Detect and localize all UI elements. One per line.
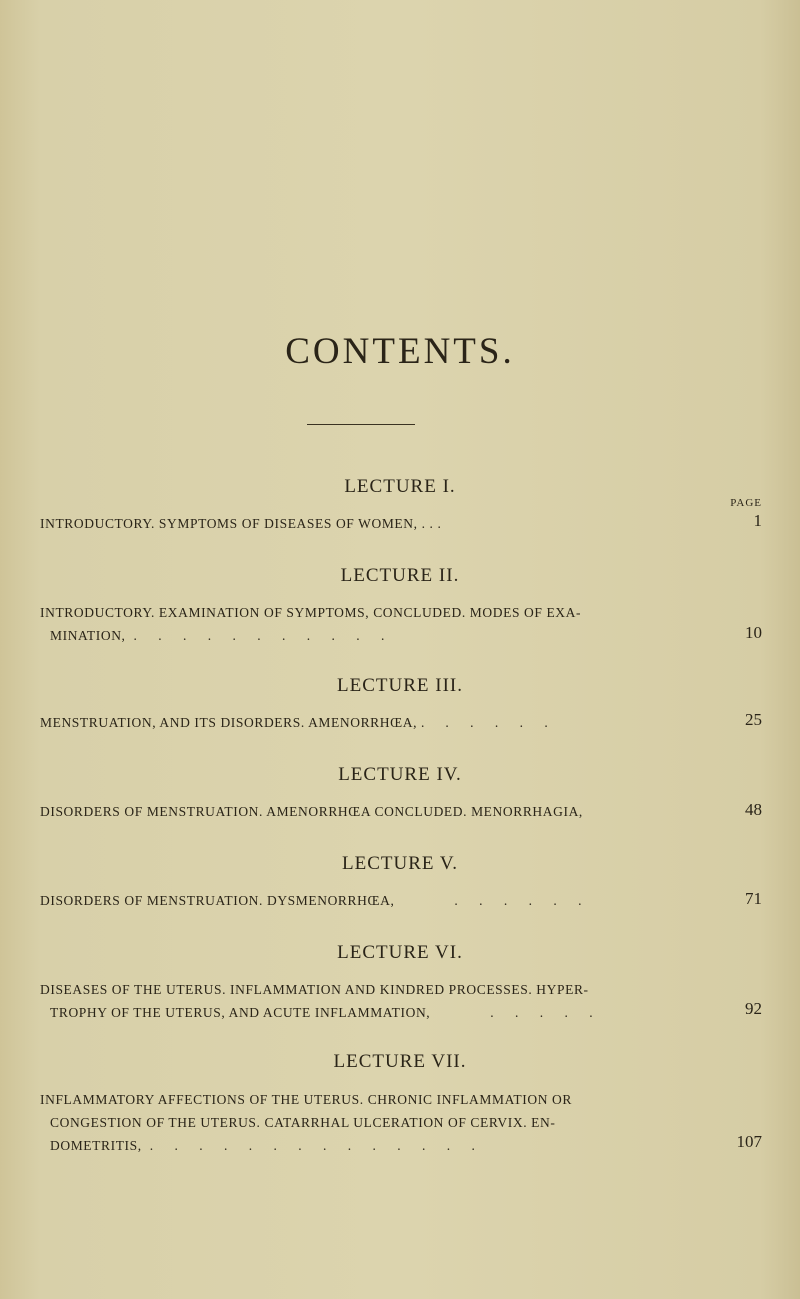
toc-entry bbox=[40, 1088, 740, 1157]
toc-entry bbox=[40, 711, 740, 734]
entry-line bbox=[40, 624, 740, 647]
entry-line-text: TROPHY OF THE UTERUS, AND ACUTE INFLAMMATION, bbox=[50, 1005, 431, 1020]
leader-dots: . . . . . . . . . . . . . . bbox=[149, 1138, 484, 1153]
entry-line bbox=[40, 1001, 740, 1024]
leader-dots: . . . . . bbox=[433, 715, 557, 730]
entry-line: DISORDERS OF MENSTRUATION. AMENORRHŒA CONCLUDED. MENORRHAGIA, bbox=[40, 804, 583, 819]
entry-line-text: MINATION, bbox=[50, 628, 126, 643]
entry-line-text: DOMETRITIS, bbox=[50, 1138, 142, 1153]
lecture-heading: LECTURE V. bbox=[342, 853, 458, 874]
toc-entry bbox=[40, 889, 740, 912]
toc-entry bbox=[40, 512, 740, 535]
entry-line: DISEASES OF THE UTERUS. INFLAMMATION AND KINDRED PROCESSES. HYPER- bbox=[40, 982, 589, 997]
page-number: 25 bbox=[745, 710, 762, 729]
lecture-heading: LECTURE VI. bbox=[337, 942, 463, 963]
leader-dots: . . . . . . . . . . . bbox=[133, 628, 394, 643]
entry-line: INTRODUCTORY. EXAMINATION OF SYMPTOMS, CONCLUDED. MODES OF EXA- bbox=[40, 605, 582, 620]
entry-line: INTRODUCTORY. SYMPTOMS OF DISEASES OF WOMEN, . . . bbox=[40, 516, 442, 531]
entry-line: CONGESTION OF THE UTERUS. CATARRHAL ULCERATION OF CERVIX. EN- bbox=[50, 1115, 556, 1130]
toc-entry bbox=[40, 800, 740, 823]
entry-line bbox=[40, 1134, 740, 1157]
page-number: 107 bbox=[736, 1132, 762, 1151]
entry-line: INFLAMMATORY AFFECTIONS OF THE UTERUS. CHRONIC INFLAMMATION OR bbox=[40, 1092, 573, 1107]
page-number: 48 bbox=[745, 800, 762, 819]
toc-entry bbox=[40, 978, 740, 1024]
entry-line bbox=[40, 889, 740, 912]
page-number: 92 bbox=[745, 999, 762, 1018]
lecture-heading: LECTURE VII. bbox=[333, 1051, 467, 1072]
entry-line bbox=[40, 711, 740, 734]
page-number: 71 bbox=[745, 889, 762, 908]
page-column-label: PAGE bbox=[730, 497, 762, 509]
page-title: CONTENTS. bbox=[285, 331, 515, 372]
leader-dots: . . . . . . bbox=[454, 893, 591, 908]
page-number: 1 bbox=[753, 511, 762, 530]
lecture-heading: LECTURE III. bbox=[337, 675, 463, 696]
page-number: 10 bbox=[745, 623, 762, 642]
leader-dots: . . . . . bbox=[490, 1005, 602, 1020]
toc-entry bbox=[40, 601, 740, 647]
lecture-heading: LECTURE IV. bbox=[338, 764, 462, 785]
entry-line-text: MENSTRUATION, AND ITS DISORDERS. AMENORRHŒA, . bbox=[40, 715, 426, 730]
entry-line-text: DISORDERS OF MENSTRUATION. DYSMENORRHŒA, bbox=[40, 893, 395, 908]
lecture-heading: LECTURE II. bbox=[340, 565, 460, 586]
title-divider bbox=[307, 424, 415, 425]
lecture-heading: LECTURE I. bbox=[344, 476, 456, 497]
